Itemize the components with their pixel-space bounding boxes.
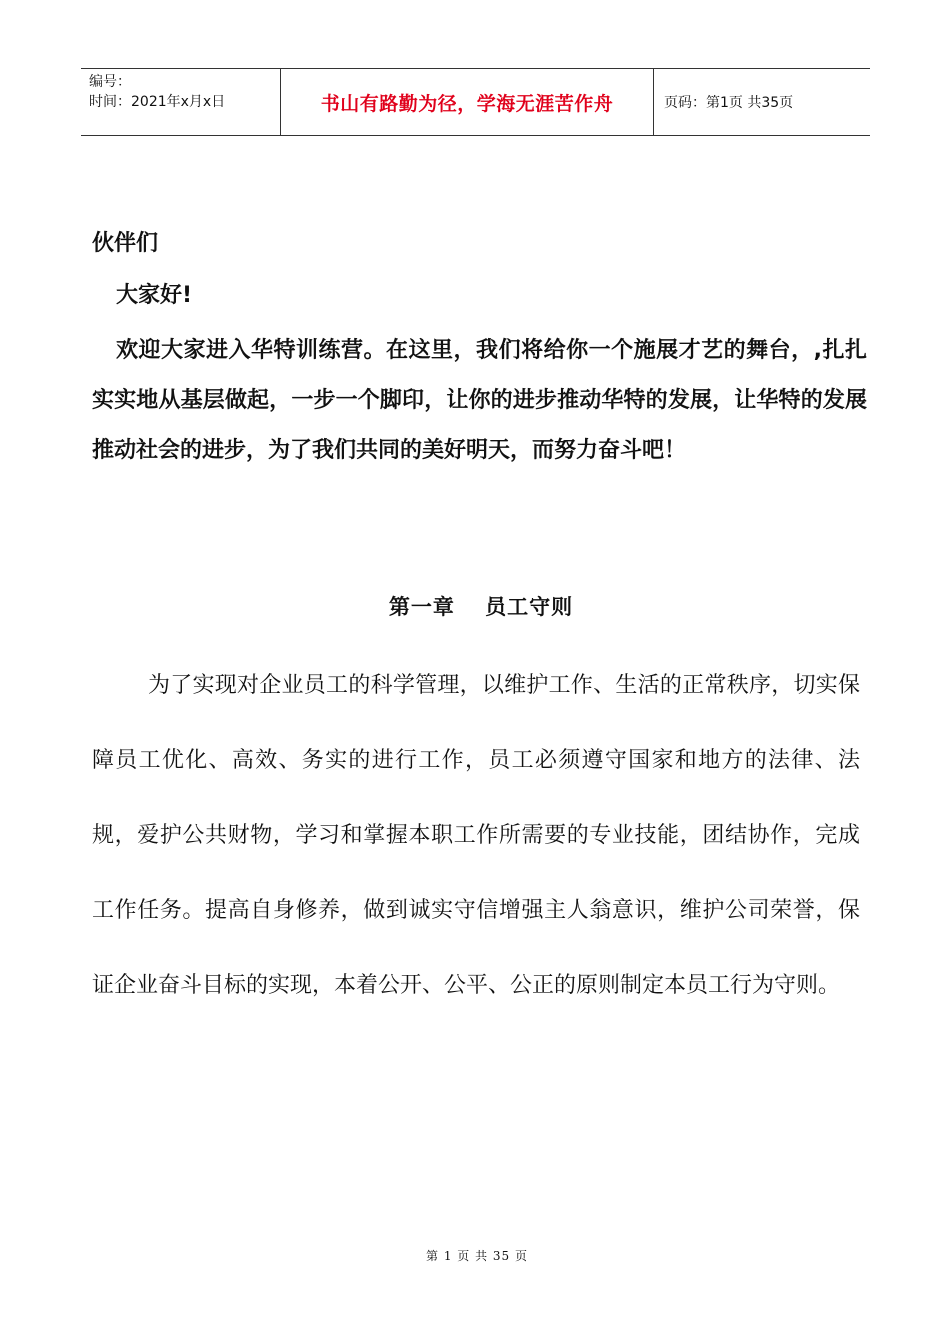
letter-salutation: 伙伴们 [92, 231, 159, 256]
letter-greeting: 大家好! [116, 283, 193, 308]
header-number-label: 编号： [89, 74, 131, 90]
header-meta-cell [81, 69, 281, 135]
page-footer: 第 1 页 共 35 页 [426, 1249, 528, 1263]
header-page-info: 页码：第1页 共35页 [664, 95, 794, 111]
header-date-label: 时间：2021年x月x日 [89, 94, 226, 110]
header-motto: 书山有路勤为径，学海无涯苦作舟 [281, 69, 654, 135]
chapter-body-paragraph: 为了实现对企业员工的科学管理，以维护工作、生活的正常秩序，切实保障员工优化、高效、务实的进行工作，员工必须遵守国家和地方的法律、法规，爱护公共财物，学习和掌握本职工作所需要的专业技能，团结协作，完成工作任务。提高自身修养，做到诚实守信增强主人翁意识，维护公司荣誉，保证企业奋斗目标的实现，本着公开、公平、公正的原则制定本员工行为守则。 [92, 673, 860, 998]
page-header [81, 68, 870, 136]
chapter-title: 第一章 员工守则 [388, 595, 574, 619]
letter-welcome-paragraph: 欢迎大家进入华特训练营。在这里，我们将给你一个施展才艺的舞台，,扎扎实实地从基层做起，一步一个脚印，让你的进步推动华特的发展，让华特的发展推动社会的进步，为了我们共同的美好明天，而努力奋斗吧！ [92, 338, 867, 463]
